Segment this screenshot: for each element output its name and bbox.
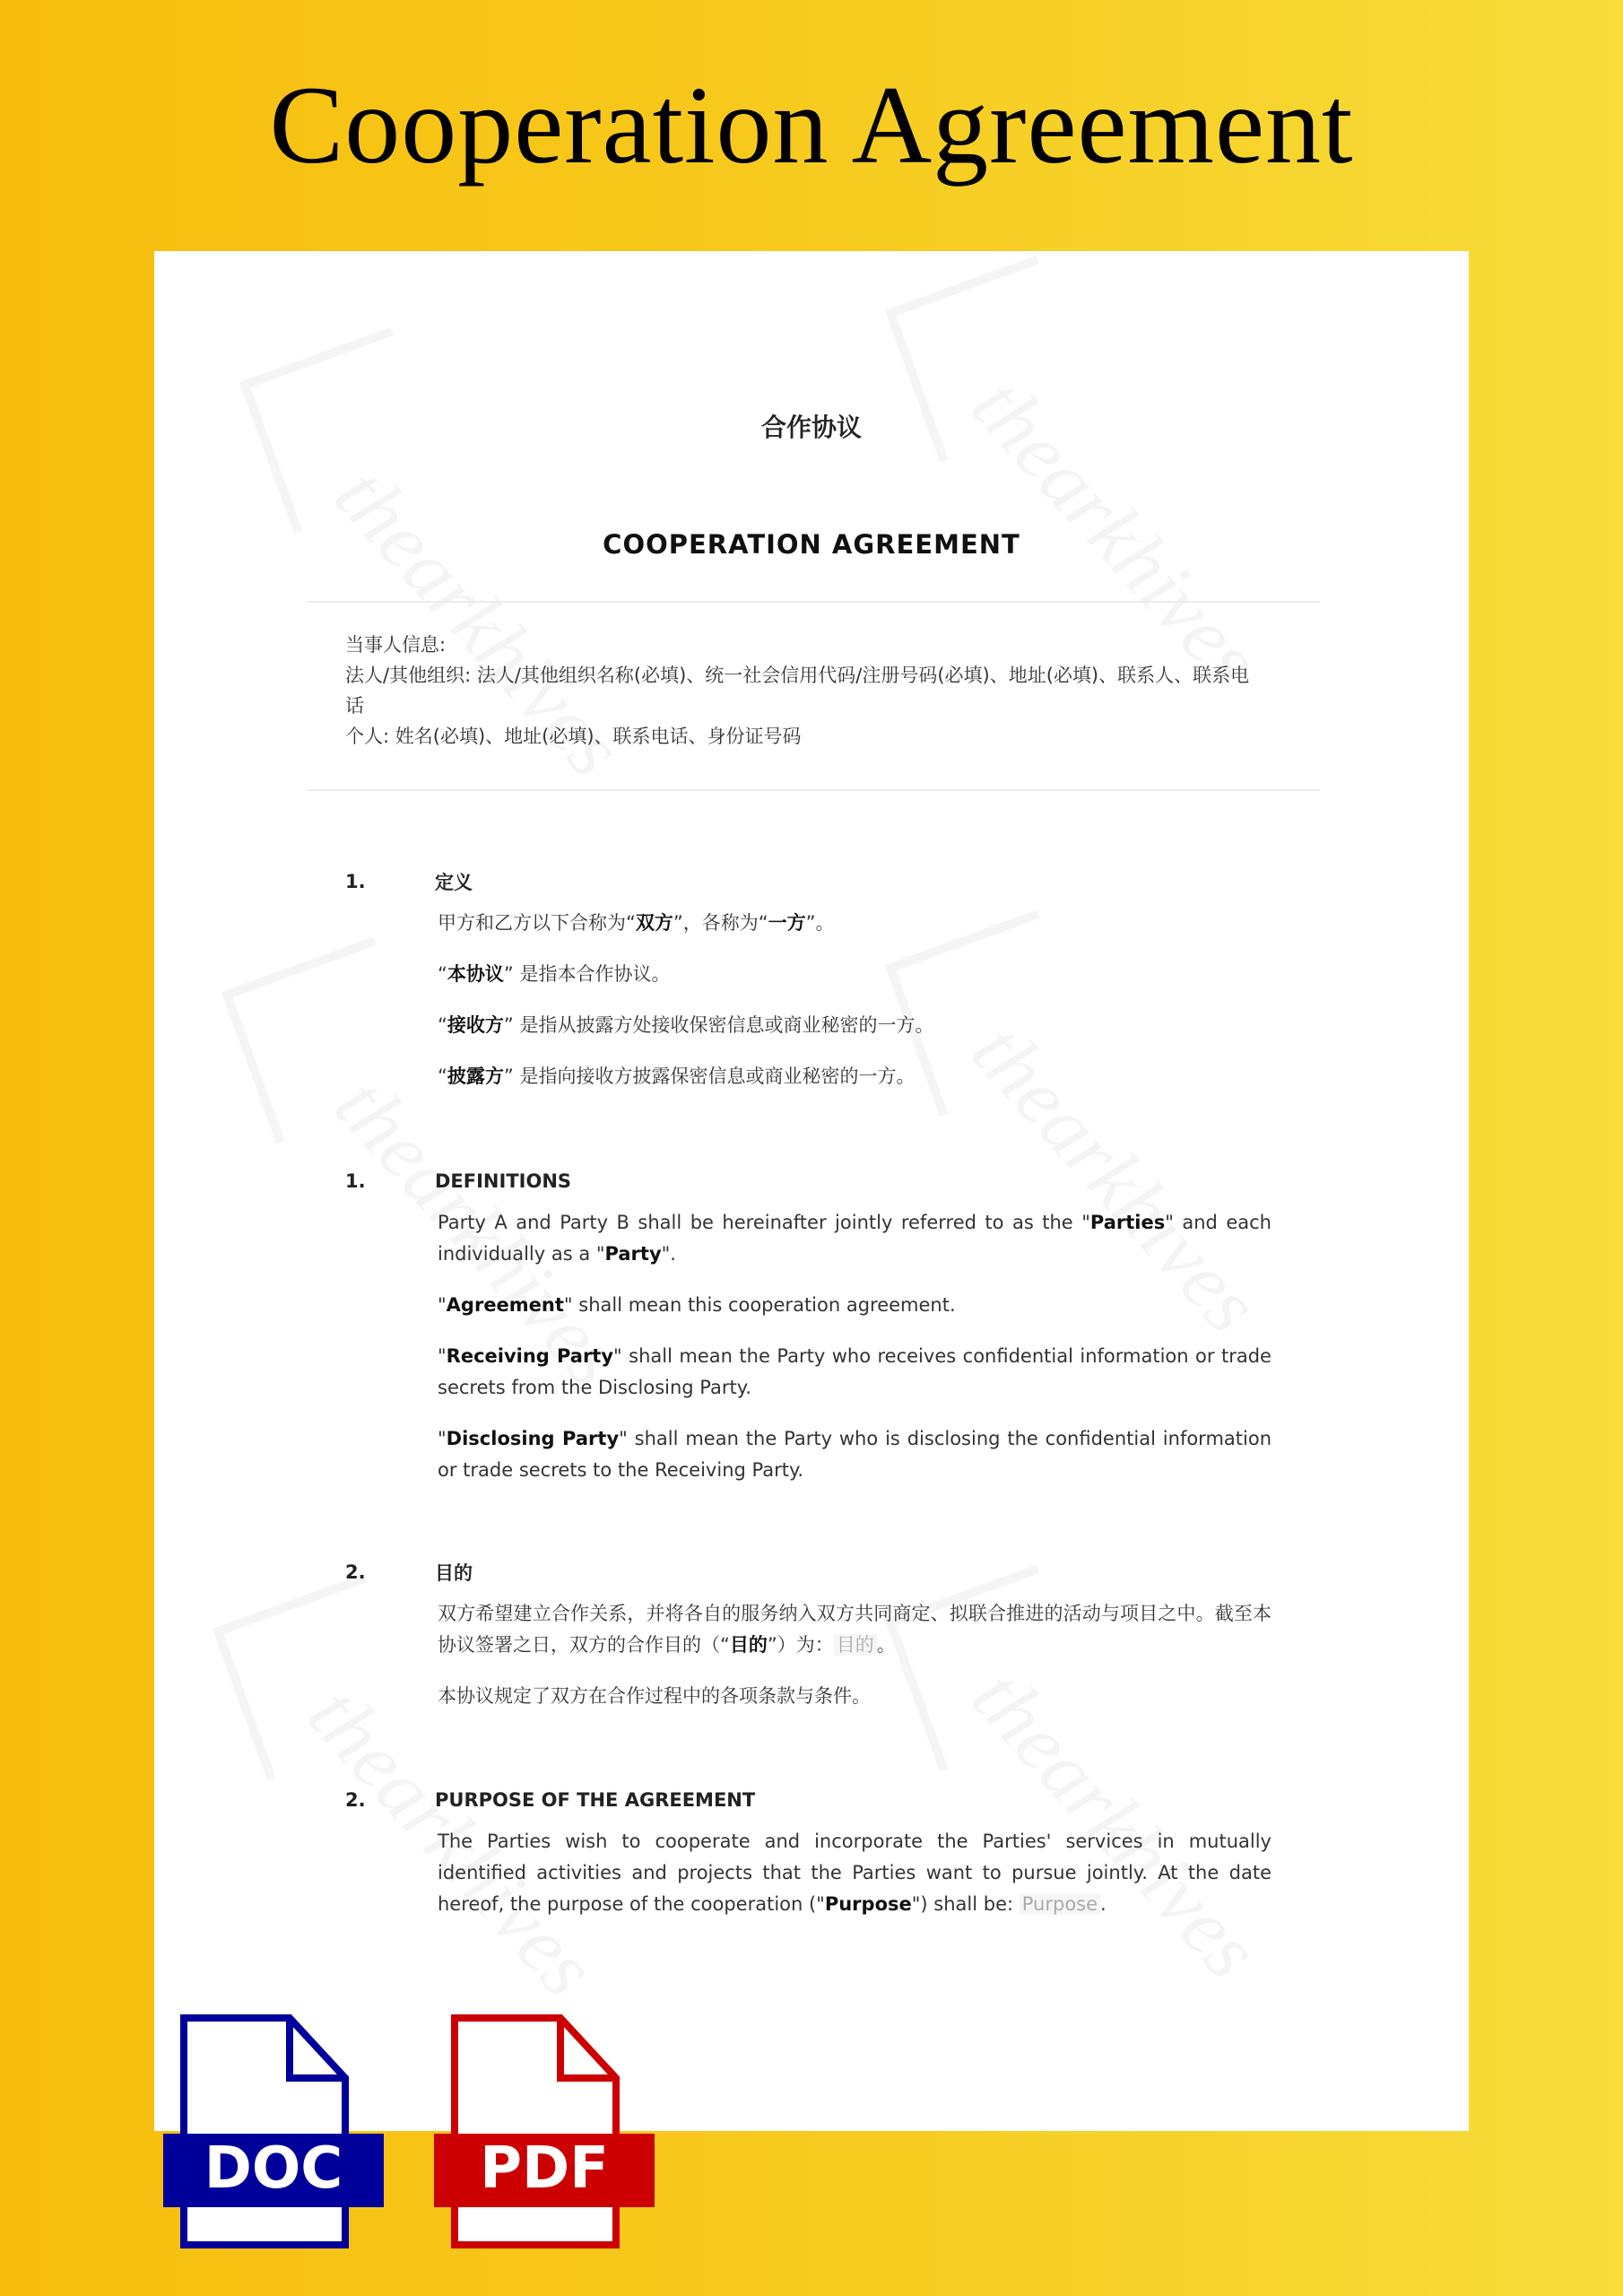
doc-label: DOC (204, 2135, 343, 2202)
document-preview (154, 251, 1469, 2131)
divider (307, 601, 1320, 603)
section-title: PURPOSE OF THE AGREEMENT (435, 1789, 756, 1811)
parties-individual: 个人: 姓名(必填)、地址(必填)、联系电话、身份证号码 (345, 726, 802, 747)
section-purpose-cn: 2. 目的 双方希望建立合作关系，并将各自的服务纳入双方共同商定、拟联合推进的活动与项目之中。截至本协议签署之日，双方的合作目的（“目的”）为： 目的 。 本协议规定了双方在合作过程中的各项条款与条件。 (345, 1559, 1278, 1732)
section-title: DEFINITIONS (435, 1170, 572, 1192)
purpose-placeholder[interactable]: Purpose (1020, 1893, 1100, 1915)
section-number: 1. (345, 1170, 366, 1192)
divider (307, 789, 1320, 791)
section-definitions-en: 1. DEFINITIONS Party A and Party B shall be hereinafter jointly referred to as the "Parties" and each individually as a "Party". "Agreement" shall mean this cooperation agreement. "Receiving Party" shall mean the Party who receives confidential information or trade secrets from the Disclosing Party. "Disclosing Party" shall mean the Party who is disclosing the confidential information or trade secrets to the Receiving Party. (345, 1170, 1272, 1481)
section-title: 目的 (435, 1562, 473, 1584)
section-title: 定义 (435, 872, 473, 893)
document-title-cn: 合作协议 (760, 413, 862, 442)
parties-heading: 当事人信息: (345, 634, 447, 656)
doc-download-button[interactable] (161, 2013, 386, 2251)
document-title-en: COOPERATION AGREEMENT (603, 529, 1020, 560)
section-definitions-cn: 1. 定义 甲方和乙方以下合称为“双方”，各称为“一方”。 “本协议” 是指本合作协议。 “接收方” 是指从披露方处接收保密信息或商业秘密的一方。 “披露方” 是指向接收方披露保密信息或商业秘密的一方。 (345, 868, 1278, 1111)
section-number: 2. (345, 1561, 366, 1583)
parties-legal-entity: 法人/其他组织: 法人/其他组织名称(必填)、统一社会信用代码/注册号码(必填)、地址(必填)、联系人、联系电话 (345, 665, 1250, 717)
pdf-download-button[interactable] (432, 2013, 656, 2251)
pdf-label: PDF (480, 2135, 609, 2202)
hero-title: Cooperation Agreement (269, 64, 1354, 187)
section-number: 1. (345, 871, 366, 892)
section-purpose-en: 2. PURPOSE OF THE AGREEMENT The Parties wish to cooperate and incorporate the Parties' services in mutually identified activities and projects that the Parties want to pursue jointly. At the date hereof, the purpose of the cooperation ("Purpose") shall be: Purpose . (345, 1789, 1271, 1915)
purpose-placeholder[interactable]: 目的 (834, 1634, 877, 1656)
parties-info (345, 630, 1251, 752)
section-number: 2. (345, 1789, 366, 1811)
